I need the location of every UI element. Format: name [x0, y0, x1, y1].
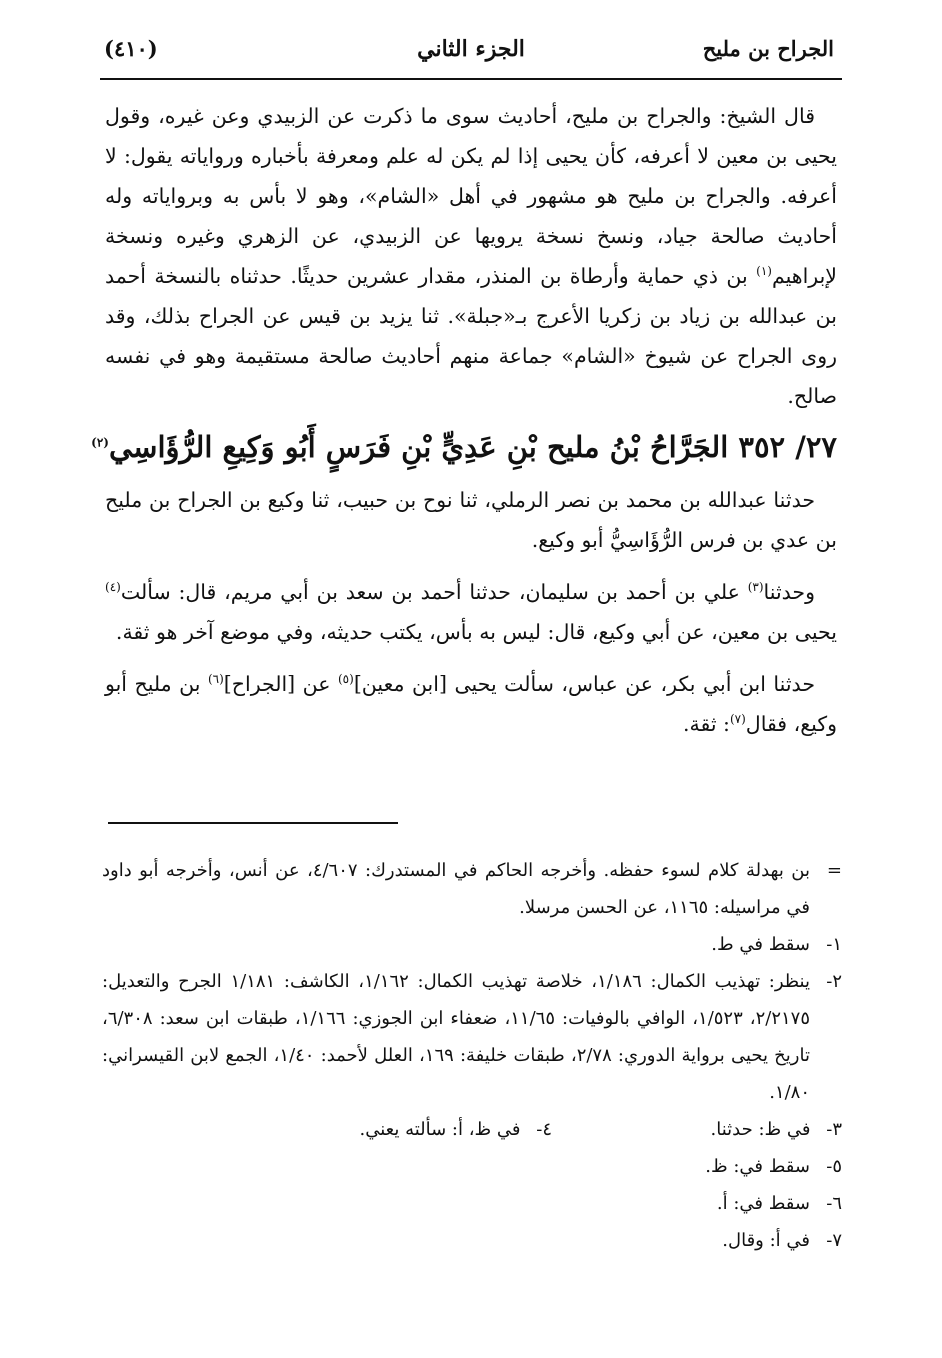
footnote-6-number: ٦- [826, 1193, 842, 1214]
footnote-7-text: في أ: وقال. [722, 1230, 810, 1251]
paragraph-4-text-c: بن مليح أبو وكيع، فقال [105, 672, 837, 736]
running-title: الجراح بن مليح [702, 36, 834, 61]
footnote-4-text: في ظ، أ: سألته يعني. [359, 1119, 521, 1140]
paragraph-4 [105, 664, 837, 744]
footnote-5-text: سقط في: ظ. [705, 1156, 810, 1177]
footnote-1 [102, 926, 842, 963]
footnote-4 [360, 1111, 553, 1148]
page-number: (٤١٠) [104, 36, 158, 61]
paragraph-4-text-b: عن [الجراح] [223, 672, 338, 696]
paragraph-4-text-d: : ثقة. [682, 712, 730, 736]
footnote-ref-2: (٢) [91, 435, 109, 450]
paragraph-3-text-c: يحيى بن معين، عن أبي وكيع، قال: ليس به بأس، يكتب حديثه، وفي موضع آخر هو ثقة. [115, 620, 837, 644]
footnote-separator [108, 822, 398, 824]
footnote-2-number: ٢- [826, 971, 842, 992]
footnote-continuation [102, 852, 842, 926]
entry-heading [91, 422, 837, 472]
footnote-6 [102, 1185, 842, 1222]
footnote-1-text: سقط في ط. [711, 934, 810, 955]
volume-title: الجزء الثاني [417, 36, 525, 62]
footnote-4-number: ٤- [536, 1119, 552, 1140]
paragraph-1-text: قال الشيخ: والجراح بن مليح، أحاديث سوى ما ذكرت عن الزبيدي وعن غيره، وقول يحيى بن معين لا أعرفه، كأن يحيى إذا لم يكن له علم ومعرفة بأخباره ورواياته يقول: لا أعرفه. والجراح بن مليح هو مشهور في أهل «الشام»، وهو لا بأس به وبرواياته وله أحاديث صالحة جياد، ونسخ نسخة يرويها عن الزبيدي، عن الزهري وغيره ونسخة لإبراهيم [105, 104, 837, 288]
footnote-ref-7: (٧) [729, 712, 746, 727]
paragraph-3-text-b: علي بن أحمد بن سليمان، حدثنا أحمد بن سعد بن أبي مريم، قال: سألت [120, 580, 748, 604]
footnote-7-number: ٧- [826, 1230, 842, 1251]
footnote-3-4-row [102, 1111, 842, 1148]
footnotes [102, 852, 842, 1259]
footnote-3 [552, 1111, 842, 1148]
footnote-ref-1: (١) [756, 264, 772, 279]
paragraph-3 [105, 572, 837, 652]
footnote-continuation-text: بن بهدلة كلام لسوء حفظه. وأخرجه الحاكم في المستدرك: ٤/٦٠٧، عن أنس، وأخرجه أبو داود في مراسيله: ١١٦٥، عن الحسن مرسلا. [102, 860, 810, 918]
footnote-1-number: ١- [826, 934, 842, 955]
paragraph-1-continued: بن ذي حماية وأرطاة بن المنذر، مقدار عشرين حديثًا. حدثناه بالنسخة أحمد بن عبدالله بن زياد بن زكريا الأعرج بـ«جبلة». ثنا يزيد بن قيس عن الجراح بذلك، وقد روى الجراح عن شيوخ «الشام» جماعة منهم أحاديث صالحة مستقيمة وهو في نفسه صالح. [105, 264, 837, 408]
paragraph-4-text-a: حدثنا ابن أبي بكر، عن عباس، سألت يحيى [ابن معين] [353, 672, 815, 696]
main-text [91, 96, 837, 744]
footnote-5-number: ٥- [826, 1156, 842, 1177]
footnote-7 [102, 1222, 842, 1259]
footnote-2-text: ينظر: تهذيب الكمال: ١/١٨٦، خلاصة تهذيب الكمال: ١/١٦٢، الكاشف: ١/١٨١ الجرح والتعديل: ٢/٢١٧٥، ١/٥٢٣، الوافي بالوفيات: ١١/٦٥، ضعفاء ابن الجوزي: ١/١٦٦، طبقات ابن سعد: ٦/٣٠٨، تاريخ يحيى برواية الدوري: ٢/٧٨، طبقات خليفة: ١٦٩، العلل لأحمد: ١/٤٠، الجمع لابن القيسراني: ١/٨٠. [102, 971, 811, 1103]
footnote-5 [102, 1148, 842, 1185]
footnote-3-number: ٣- [826, 1119, 842, 1140]
header-rule [100, 78, 842, 80]
footnote-3-text: في ظ: حدثنا. [710, 1119, 811, 1140]
paragraph-1 [105, 96, 837, 416]
paragraph-2: حدثنا عبدالله بن محمد بن نصر الرملي، ثنا نوح بن حبيب، ثنا وكيع بن الجراح بن مليح بن عدي بن فرس الرُّؤَاسِيُّ أبو وكيع. [105, 488, 837, 552]
paragraph-3-text-a: وحدثنا [763, 580, 815, 604]
footnote-ref-5: (٥) [337, 672, 354, 687]
footnote-ref-6: (٦) [207, 672, 224, 687]
footnote-6-text: سقط في: أ. [716, 1193, 810, 1214]
footnote-2 [102, 963, 842, 1111]
footnote-ref-4: (٤) [105, 580, 121, 595]
footnote-ref-3: (٣) [747, 580, 764, 595]
entry-heading-text: ٢٧/ ٣٥٢ الجَرَّاحُ بْنُ مليح بْنِ عَدِيٍّ بْنِ فَرَسٍ أَبُو وَكِيعِ الرُّؤَاسِي [108, 430, 837, 464]
continuation-mark: = [826, 860, 842, 881]
